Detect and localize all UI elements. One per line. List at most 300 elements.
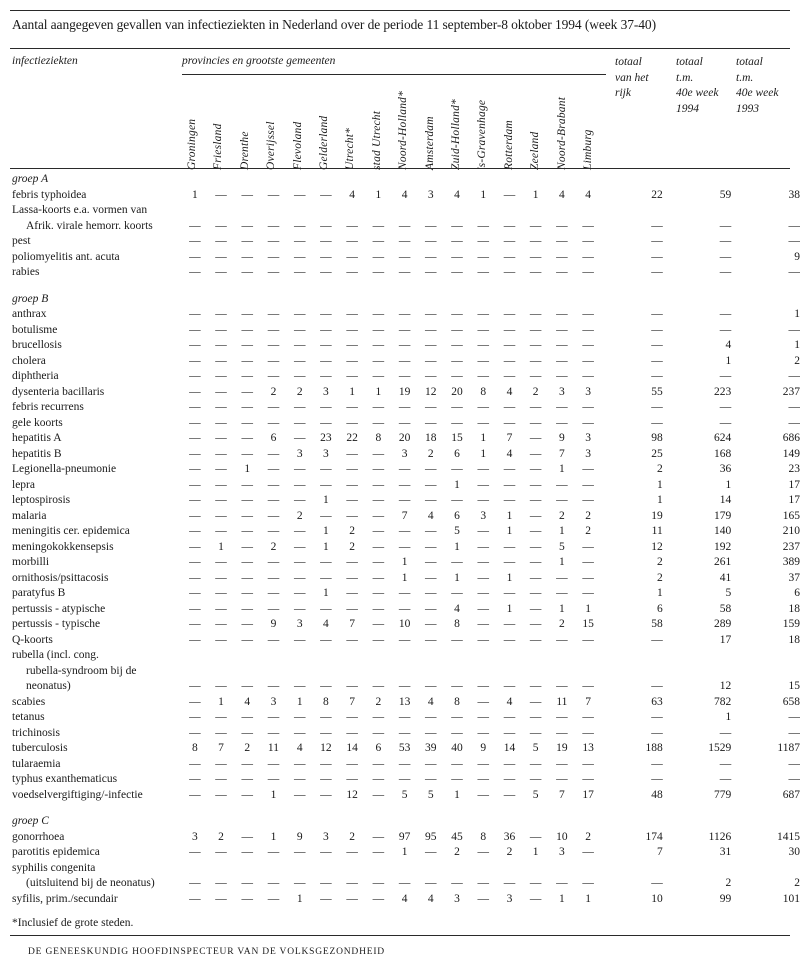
region-value: —	[529, 695, 542, 708]
region-value: —	[425, 339, 437, 351]
region-value: —	[346, 587, 358, 599]
total-rijk-value: 6	[656, 602, 663, 615]
empty-cell	[182, 861, 208, 877]
disease-name: Legionella-pneumonie	[12, 463, 117, 475]
region-value: —	[189, 695, 201, 708]
table-row	[12, 307, 800, 323]
total-rijk-value: 63	[651, 695, 663, 708]
region-value: 8	[480, 385, 487, 398]
region-value: —	[582, 633, 594, 646]
region-value: —	[477, 633, 489, 646]
region-value: —	[267, 339, 280, 351]
region-value: 2	[244, 742, 251, 754]
total-1993-line-1: totaal	[736, 56, 763, 68]
disease-name: syfilis, prim./secundair	[12, 892, 118, 905]
total-rijk-value: 2	[656, 571, 663, 584]
table-row	[12, 431, 800, 447]
region-value: —	[425, 846, 437, 858]
region-value: —	[556, 401, 568, 413]
region-value: —	[241, 633, 253, 646]
region-header: Groningen	[186, 118, 198, 170]
total-1993-value: —	[788, 266, 800, 278]
total-1994-value: 1	[725, 354, 732, 367]
empty-cell	[234, 292, 260, 308]
region-value: —	[529, 602, 542, 615]
region-value: —	[372, 633, 385, 646]
region-value: —	[582, 266, 594, 278]
region-value: —	[477, 339, 489, 351]
region-value: —	[582, 587, 594, 599]
region-value: —	[372, 892, 385, 905]
region-value: —	[425, 540, 437, 553]
region-value: 53	[398, 742, 411, 754]
disease-name: febris recurrens	[12, 401, 84, 413]
region-value: —	[529, 892, 542, 905]
region-value: 7	[349, 695, 355, 708]
region-value: —	[267, 509, 280, 522]
total-1994-value: —	[719, 235, 732, 247]
empty-cell	[549, 172, 575, 188]
region-value: 8	[454, 618, 460, 630]
disease-name: rabies	[12, 266, 40, 278]
region-value: —	[425, 323, 437, 336]
region-value: —	[267, 463, 280, 475]
region-value: 1	[244, 463, 251, 475]
region-value: —	[529, 463, 542, 475]
empty-cell	[496, 203, 522, 219]
region-value: —	[372, 540, 385, 553]
region-value: —	[503, 478, 516, 491]
total-1994-value: 12	[719, 680, 732, 692]
disease-name: botulisme	[12, 323, 58, 336]
total-rijk-value: —	[651, 726, 663, 739]
region-value: —	[189, 726, 201, 739]
region-value: —	[529, 877, 542, 889]
region-header: Overijssel	[265, 121, 278, 170]
region-value: —	[267, 354, 280, 367]
disease-name: leptospirosis	[12, 494, 71, 506]
disease-name: scabies	[12, 695, 46, 708]
table-row	[12, 757, 800, 773]
region-value: —	[556, 757, 568, 770]
region-value: 18	[425, 432, 437, 444]
empty-cell	[575, 814, 601, 830]
region-value: —	[451, 401, 463, 413]
region-value: —	[451, 711, 463, 723]
empty-cell	[731, 861, 800, 877]
region-value: —	[189, 432, 201, 444]
disease-name: parotitis epidemica	[12, 846, 100, 858]
region-value: —	[293, 757, 306, 770]
table-row	[12, 845, 800, 861]
region-value: 1	[506, 602, 513, 615]
region-header: Utrecht*	[344, 127, 357, 170]
region-value: —	[425, 219, 437, 232]
total-1994-value: 99	[719, 892, 732, 905]
region-value: —	[241, 892, 253, 905]
region-value: —	[529, 711, 542, 723]
region-value: 39	[425, 742, 437, 754]
total-1994-value: —	[719, 757, 732, 770]
region-value: 1	[218, 695, 224, 708]
region-value: —	[293, 308, 306, 320]
region-value: —	[215, 602, 227, 615]
region-value: —	[451, 266, 463, 278]
region-value: —	[477, 877, 489, 889]
disease-name: dysenteria bacillaris	[12, 385, 105, 398]
region-header: Amsterdam	[423, 116, 436, 170]
region-value: —	[425, 525, 437, 537]
region-value: —	[241, 308, 253, 320]
region-value: 1	[296, 892, 303, 905]
region-value: —	[346, 463, 358, 475]
region-value: 1	[401, 571, 408, 584]
total-rijk-value: —	[651, 416, 663, 429]
region-value: 5	[427, 788, 434, 801]
region-value: —	[320, 711, 332, 723]
region-value: —	[346, 447, 358, 460]
region-value: 17	[582, 788, 594, 801]
region-value: —	[451, 757, 463, 770]
empty-cell	[601, 292, 663, 308]
empty-cell	[339, 664, 365, 680]
total-1994-value: 624	[713, 432, 732, 444]
region-value: 1	[218, 540, 224, 553]
region-value: 1	[401, 556, 408, 568]
empty-cell	[287, 648, 313, 664]
region-value: —	[425, 370, 437, 382]
region-value: —	[189, 633, 201, 646]
total-rijk-header	[615, 55, 649, 102]
empty-cell	[313, 172, 339, 188]
region-value: —	[215, 447, 227, 460]
region-value: —	[556, 323, 568, 336]
empty-cell	[313, 203, 339, 219]
region-value: 4	[506, 695, 513, 708]
total-1994-value: 1529	[708, 742, 732, 754]
region-value: —	[529, 633, 542, 646]
empty-cell	[260, 172, 286, 188]
empty-cell	[182, 292, 208, 308]
region-value: —	[346, 726, 358, 739]
region-value: 4	[585, 188, 591, 201]
group-label: groep A	[12, 173, 49, 185]
region-header: stad Utrecht	[370, 110, 383, 170]
region-value: —	[451, 463, 463, 475]
region-value: —	[267, 602, 280, 615]
region-value: —	[503, 266, 516, 278]
table-row	[12, 524, 800, 540]
region-value: —	[425, 711, 437, 723]
empty-cell	[182, 172, 208, 188]
region-value: —	[503, 633, 516, 646]
total-1993-value: —	[788, 726, 800, 739]
region-value: —	[372, 308, 385, 320]
disease-name: trichinosis	[12, 726, 60, 739]
regions-group-header: provincies en grootste gemeenten	[182, 55, 336, 67]
region-value: —	[241, 556, 253, 568]
total-1994-value: 1	[725, 711, 732, 723]
table-row	[12, 788, 800, 804]
region-value: —	[582, 494, 594, 506]
region-value: —	[556, 235, 568, 247]
region-value: 1	[585, 892, 591, 905]
total-1993-line-3: 40e week	[736, 87, 779, 99]
region-value: —	[267, 478, 280, 491]
region-value: —	[346, 235, 358, 247]
empty-cell	[391, 664, 417, 680]
region-value: —	[477, 354, 489, 367]
region-value: —	[241, 540, 253, 553]
region-value: —	[267, 525, 280, 537]
region-value: 23	[320, 432, 332, 444]
region-value: —	[451, 726, 463, 739]
total-1993-value: —	[788, 757, 800, 770]
region-value: —	[320, 370, 332, 382]
table-row	[12, 617, 800, 633]
region-value: —	[293, 354, 306, 367]
region-header: Rotterdam	[502, 120, 515, 170]
total-rijk-value: 2	[656, 463, 663, 475]
total-1994-value: 14	[719, 494, 732, 506]
total-rijk-value: —	[651, 401, 663, 413]
region-value: —	[346, 250, 358, 263]
table-row	[12, 710, 800, 726]
empty-cell	[234, 664, 260, 680]
total-rijk-value: 55	[651, 385, 663, 398]
regions-group-rule	[182, 74, 606, 75]
region-value: —	[293, 877, 306, 889]
total-1994-line-3: 40e week	[676, 87, 719, 99]
region-value: —	[215, 587, 227, 599]
region-value: —	[425, 877, 437, 889]
region-value: 1	[506, 571, 513, 584]
region-value: —	[293, 525, 306, 537]
region-header: Flevoland	[291, 121, 304, 170]
region-value: —	[293, 788, 306, 801]
total-1993-value: —	[788, 773, 800, 785]
total-1993-line-4: 1993	[736, 102, 759, 115]
region-value: —	[477, 695, 489, 708]
region-value: —	[241, 587, 253, 599]
region-value: —	[372, 830, 385, 843]
region-value: —	[582, 556, 594, 568]
table-row	[12, 188, 800, 204]
region-value: —	[425, 618, 437, 630]
empty-cell	[575, 664, 601, 680]
region-value: —	[293, 401, 306, 413]
region-value: —	[503, 323, 516, 336]
region-value: 3	[585, 447, 591, 460]
region-value: —	[398, 680, 411, 692]
region-value: 20	[451, 385, 463, 398]
region-value: 15	[582, 618, 594, 630]
region-value: —	[398, 540, 411, 553]
empty-cell	[365, 664, 391, 680]
region-value: —	[503, 618, 516, 630]
region-value: —	[346, 494, 358, 506]
group-spacer	[12, 803, 800, 814]
region-value: 12	[320, 742, 332, 754]
region-value: 2	[585, 830, 591, 843]
region-value: —	[372, 463, 385, 475]
region-value: —	[477, 757, 489, 770]
region-value: —	[556, 680, 568, 692]
region-value: —	[582, 757, 594, 770]
disease-name: malaria	[12, 509, 47, 522]
disease-name: hepatitis B	[12, 447, 62, 460]
disease-name: meningitis cer. epidemica	[12, 525, 130, 537]
region-value: 1	[323, 494, 329, 506]
empty-cell	[601, 814, 663, 830]
region-value: 7	[506, 432, 513, 444]
region-value: —	[241, 773, 253, 785]
region-value: —	[372, 556, 385, 568]
region-value: —	[529, 266, 542, 278]
total-1993-value: 165	[782, 509, 800, 522]
empty-cell	[208, 203, 234, 219]
region-value: —	[398, 757, 411, 770]
region-value: —	[372, 323, 385, 336]
empty-cell	[234, 814, 260, 830]
region-value: 2	[559, 618, 565, 630]
region-value: 10	[556, 830, 568, 843]
table-row	[12, 726, 800, 742]
region-value: —	[372, 757, 385, 770]
region-value: —	[320, 416, 332, 429]
region-value: 12	[346, 788, 358, 801]
region-value: —	[372, 339, 385, 351]
region-header: Zeeland	[529, 131, 542, 170]
region-value: —	[189, 556, 201, 568]
total-1994-value: 1126	[708, 830, 732, 843]
region-value: —	[346, 509, 358, 522]
total-rijk-value: 98	[651, 432, 663, 444]
region-value: 2	[506, 846, 513, 858]
total-rijk-value: 174	[645, 830, 663, 843]
region-value: —	[293, 370, 306, 382]
region-value: 2	[532, 385, 539, 398]
region-value: 3	[323, 830, 329, 843]
region-value: —	[346, 339, 358, 351]
empty-cell	[287, 664, 313, 680]
region-value: 4	[296, 742, 303, 754]
region-value: —	[241, 250, 253, 263]
region-value: 1	[454, 478, 460, 491]
region-value: —	[320, 401, 332, 413]
region-value: —	[477, 308, 489, 320]
region-value: —	[503, 370, 516, 382]
region-value: —	[529, 370, 542, 382]
total-1994-value: —	[719, 323, 732, 336]
region-value: 1	[585, 602, 591, 615]
table-row	[12, 416, 800, 432]
region-value: —	[372, 509, 385, 522]
region-value: —	[320, 219, 332, 232]
region-value: —	[477, 892, 489, 905]
empty-cell	[365, 814, 391, 830]
table-row	[12, 741, 800, 757]
empty-cell	[731, 664, 800, 680]
total-rijk-value: 2	[656, 556, 663, 568]
region-header: Zuid-Holland*	[450, 99, 462, 170]
region-value: —	[293, 478, 306, 491]
region-value: —	[477, 846, 489, 858]
region-value: —	[267, 726, 280, 739]
region-value: —	[267, 757, 280, 770]
empty-cell	[663, 172, 732, 188]
total-1994-value: 58	[719, 602, 732, 615]
total-1993-value: 1187	[777, 742, 800, 754]
region-value: —	[425, 587, 437, 599]
region-value: —	[346, 773, 358, 785]
empty-cell	[287, 861, 313, 877]
region-value: —	[241, 877, 253, 889]
disease-name: pest	[12, 235, 31, 247]
total-1993-line-2: t.m.	[736, 71, 754, 84]
total-1994-value: 31	[719, 846, 732, 858]
region-value: —	[582, 308, 594, 320]
region-value: —	[372, 846, 385, 858]
empty-cell	[182, 664, 208, 680]
disease-name: pertussis - atypische	[12, 602, 106, 615]
total-1993-value: 30	[788, 846, 800, 858]
region-value: 3	[270, 695, 277, 708]
region-value: 9	[296, 830, 303, 843]
total-rijk-value: —	[651, 680, 663, 692]
region-value: —	[398, 250, 411, 263]
region-value: —	[582, 235, 594, 247]
total-1993-value: 23	[788, 463, 800, 475]
total-rijk-value: —	[651, 308, 663, 320]
region-value: —	[346, 219, 358, 232]
total-1993-value: —	[788, 416, 800, 429]
empty-cell	[365, 861, 391, 877]
region-value: —	[320, 877, 332, 889]
region-value: 1	[559, 463, 565, 475]
total-rijk-value: 11	[651, 525, 663, 537]
region-value: —	[346, 877, 358, 889]
region-value: —	[425, 726, 437, 739]
total-1993-value: 1415	[777, 830, 800, 843]
region-value: —	[425, 556, 437, 568]
empty-cell	[208, 814, 234, 830]
region-value: —	[372, 354, 385, 367]
total-1993-value: 149	[782, 447, 800, 460]
total-1993-value: 159	[782, 618, 800, 630]
table-row	[12, 447, 800, 463]
empty-cell	[444, 861, 470, 877]
region-value: —	[241, 354, 253, 367]
empty-cell	[182, 814, 208, 830]
region-value: —	[215, 385, 227, 398]
region-value: —	[477, 525, 489, 537]
region-value: —	[503, 308, 516, 320]
table-row	[12, 772, 800, 788]
region-value: —	[556, 416, 568, 429]
table-row	[12, 571, 800, 587]
region-value: —	[451, 339, 463, 351]
region-value: —	[372, 525, 385, 537]
region-value: —	[215, 432, 227, 444]
region-value: —	[215, 525, 227, 537]
region-value: —	[556, 571, 568, 584]
empty-cell	[549, 861, 575, 877]
region-value: 2	[454, 846, 460, 858]
footnote: *Inclusief de grote steden.	[12, 917, 134, 929]
region-value: 15	[451, 432, 463, 444]
region-value: —	[267, 892, 280, 905]
